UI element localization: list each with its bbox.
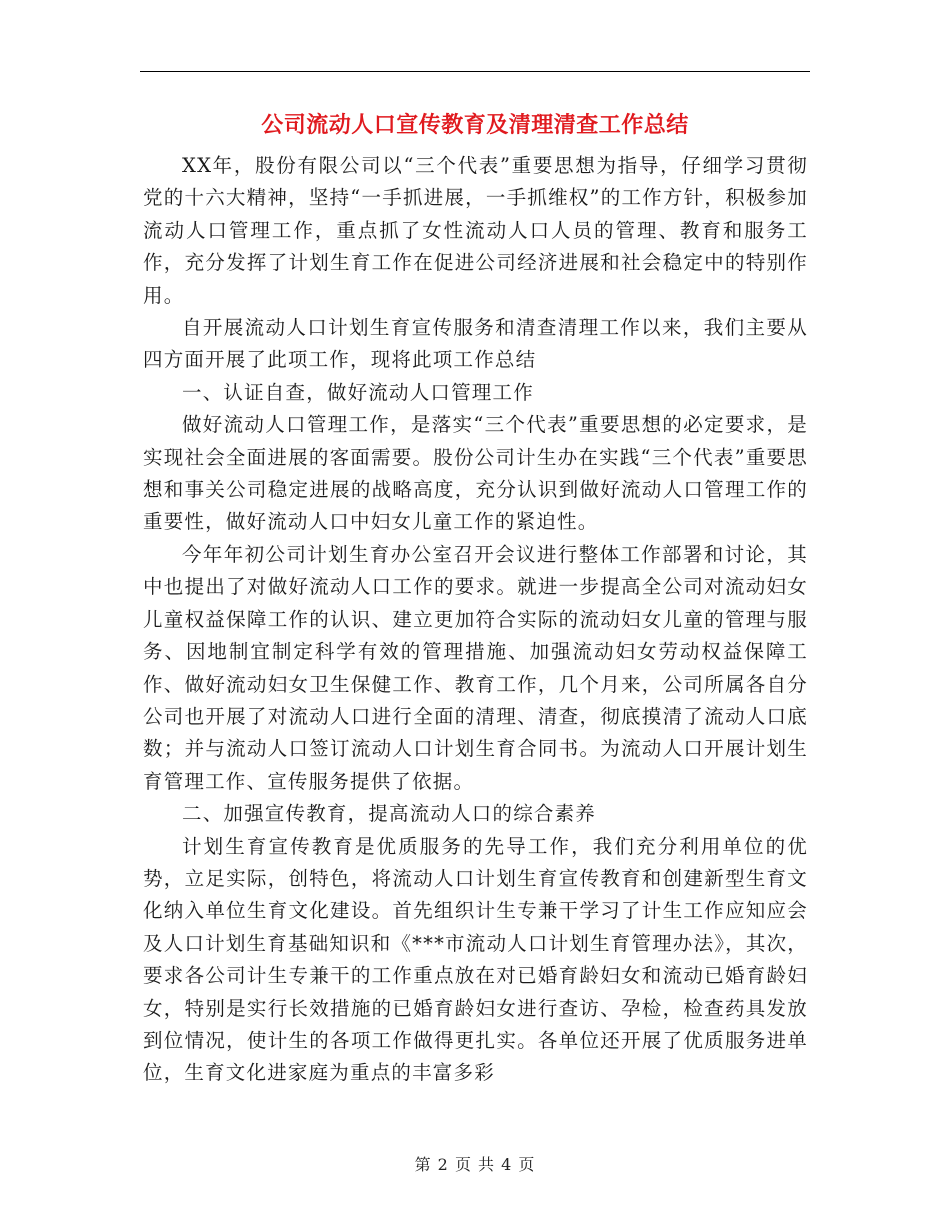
paragraph-section1-b: 今年年初公司计划生育办公室召开会议进行整体工作部署和讨论，其中也提出了对做好流动人口工作的要求。就进一步提高全公司对流动妇女儿童权益保障工作的认识、建立更加符合实际的流动妇女儿童的管理与服务、因地制宜制定科学有效的管理措施、加强流动妇女劳动权益保障工作、做好流动妇女卫生保健工作、教育工作，几个月来，公司所属各自分公司也开展了对流动人口进行全面的清理、清查，彻底摸清了流动人口底数；并与流动人口签订流动人口计划生育合同书。为流动人口开展计划生育管理工作、宣传服务提供了依据。 bbox=[143, 542, 808, 793]
document-body bbox=[143, 150, 808, 1090]
paragraph-section1-a: 做好流动人口管理工作，是落实“三个代表”重要思想的必定要求，是实现社会全面进展的客面需要。股份公司计生办在实践“三个代表”重要思想和事关公司稳定进展的战略高度，充分认识到做好流动人口管理工作的重要性，做好流动人口中妇女儿童工作的紧迫性。 bbox=[143, 413, 808, 534]
page-number-footer: 第 2 页 共 4 页 bbox=[414, 1155, 536, 1174]
header-rule bbox=[140, 71, 810, 72]
paragraph-intro: XX年，股份有限公司以“三个代表”重要思想为指导，仔细学习贯彻党的十六大精神，坚持“一手抓进展，一手抓维权”的工作方针，积极参加流动人口管理工作，重点抓了女性流动人口人员的管理、教育和服务工作，充分发挥了计划生育工作在促进公司经济进展和社会稳定中的特别作用。 bbox=[143, 154, 808, 307]
document-title: 公司流动人口宣传教育及清理清查工作总结 bbox=[261, 112, 689, 138]
paragraph-section2-a: 计划生育宣传教育是优质服务的先导工作，我们充分利用单位的优势，立足实际，创特色，将流动人口计划生育宣传教育和创建新型生育文化纳入单位生育文化建设。首先组织计生专兼干学习了计生工作应知应会及人口计划生育基础知识和《***市流动人口计划生育管理办法》，其次，要求各公司计生专兼干的工作重点放在对已婚育龄妇女和流动已婚育龄妇女，特别是实行长效措施的已婚育龄妇女进行查访、孕检，检查药具发放到位情况，使计生的各项工作做得更扎实。各单位还开展了优质服务进单位，生育文化进家庭为重点的丰富多彩 bbox=[143, 834, 808, 1085]
section-heading-1: 一、认证自查，做好流动人口管理工作 bbox=[182, 380, 534, 404]
paragraph-overview: 自开展流动人口计划生育宣传服务和清查清理工作以来，我们主要从四方面开展了此项工作，现将此项工作总结 bbox=[143, 316, 808, 372]
section-heading-2: 二、加强宣传教育，提高流动人口的综合素养 bbox=[182, 802, 597, 826]
